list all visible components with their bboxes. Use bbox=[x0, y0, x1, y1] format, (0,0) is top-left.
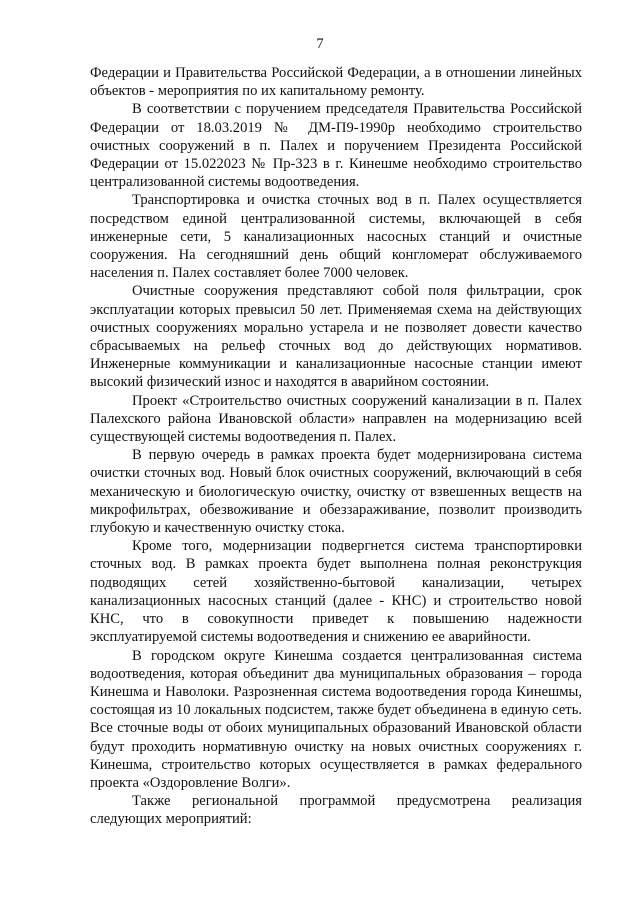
paragraph-regional-program: Также региональной программой предусмотрена реализация следующих мероприятий: bbox=[90, 793, 582, 828]
paragraph-first-stage: В первую очередь в рамках проекта будет модернизирована система очистки сточных вод. Новый блок очистных сооружений, включающий в себя механическую и биологическую очистку, очистку от взвешенных веществ на микрофильтрах, обезвоживание и обеззараживание, позволит производить глубокую и качественную очистку стока. bbox=[90, 447, 582, 537]
paragraph-treatment-facilities: Очистные сооружения представляют собой поля фильтрации, срок эксплуатации которых превысил 50 лет. Применяемая схема на действующих очистных сооружениях морально устарела и не позволяет довести качество сбрасываемых на рельеф сточных вод до действующих нормативов. Инженерные коммуникации и канализационные насосные станции имеют высокий физический износ и находятся в аварийном состоянии. bbox=[90, 283, 582, 391]
paragraph-palekh-transport: Транспортировка и очистка сточных вод в п. Палех осуществляется посредством единой централизованной системы, включающей в себя инженерные сети, 5 канализационных насосных станций и очистные сооружения. На сегодняшний день общий конгломерат обслуживаемого населения п. Палех составляет более 7000 человек. bbox=[90, 192, 582, 282]
paragraph-continuation: Федерации и Правительства Российской Федерации, а в отношении линейных объектов - мероприятия по их капитальному ремонту. bbox=[90, 65, 582, 100]
document-body bbox=[90, 64, 582, 829]
paragraph-project: Проект «Строительство очистных сооружений канализации в п. Палех Палехского района Ивановской области» направлен на модернизацию всей существующей системы водоотведения п. Палех. bbox=[90, 392, 582, 446]
paragraph-transport-modernization: Кроме того, модернизации подвергнется система транспортировки сточных вод. В рамках проекта будет выполнена полная реконструкция подводящих сетей хозяйственно-бытовой канализации, четырех канализационных насосных станций (далее - КНС) и строительство новой КНС, что в совокупности приведет к повышению надежности эксплуатируемой системы водоотведения и снижению ее аварийности. bbox=[90, 538, 582, 646]
paragraph-kineshma: В городском округе Кинешма создается централизованная система водоотведения, которая объединит два муниципальных образования – города Кинешма и Наволоки. Разрозненная система водоотведения города Кинешмы, состоящая из 10 локальных подсистем, также будет объединена в единую сеть. Все сточные воды от обоих муниципальных образований Ивановской области будут проходить нормативную очистку на новых очистных сооружениях г. Кинешма, строительство которых осуществляется в рамках федерального проекта «Оздоровление Волги». bbox=[90, 647, 582, 791]
page-number: 7 bbox=[316, 36, 324, 52]
paragraph-instructions: В соответствии с поручением председателя Правительства Российской Федерации от 18.03.2019 № ДМ-П9-1990р необходимо строительство очистных сооружений в п. Палех и поручением Президента Российской Федерации от 15.022023 № Пр-323 в г. Кинешме необходимо строительство централизованной системы водоотведения. bbox=[90, 101, 582, 191]
